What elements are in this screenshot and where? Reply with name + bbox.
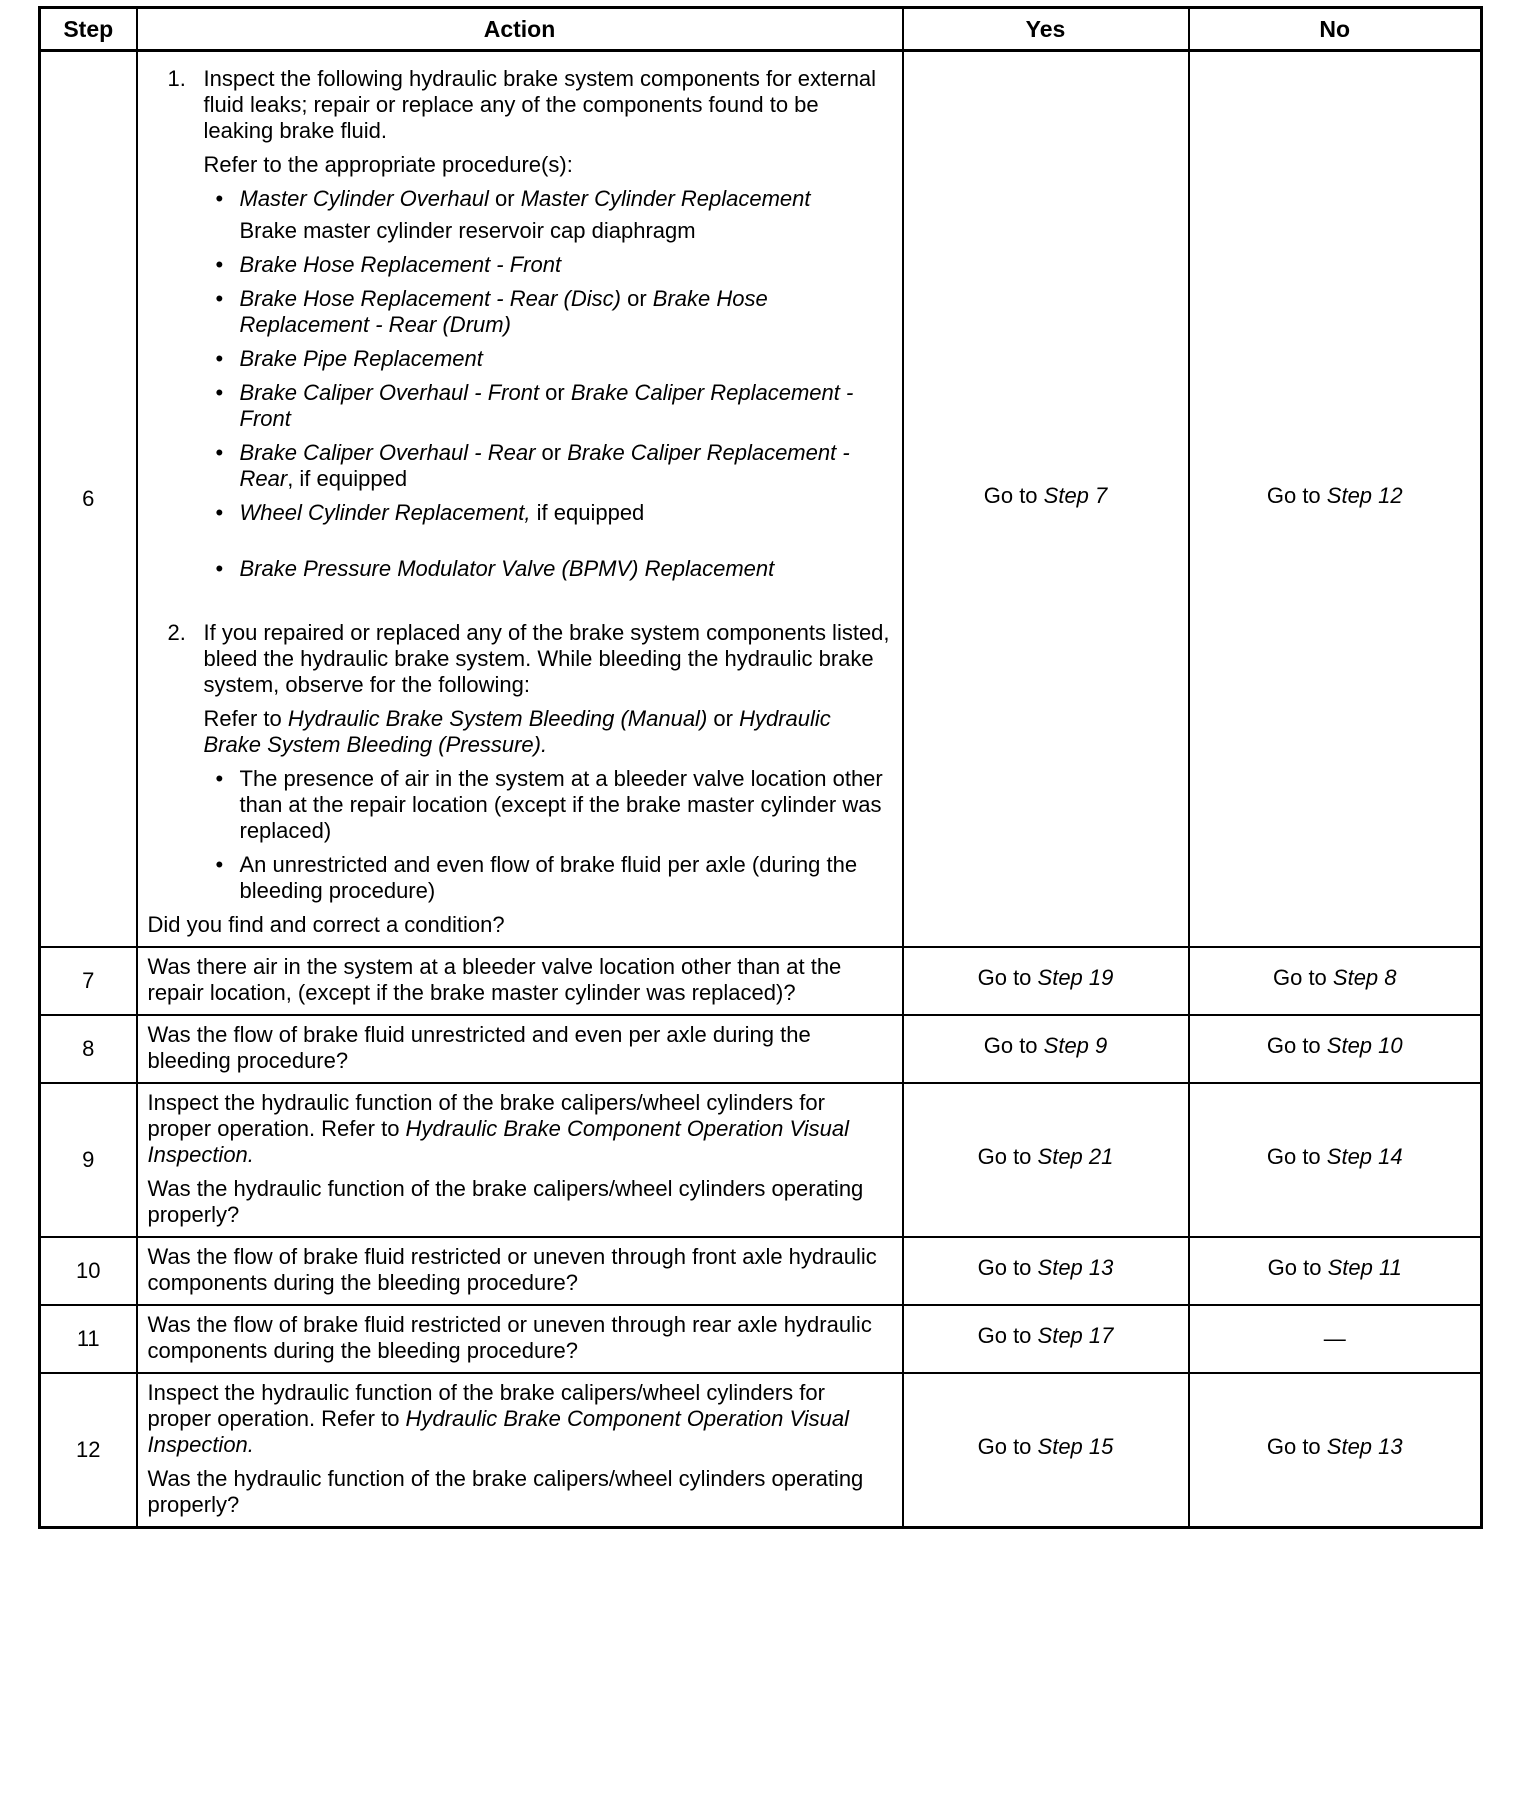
action-cell: [137, 1305, 903, 1373]
list-item: [204, 186, 892, 212]
step-link[interactable]: Step 11: [1327, 1255, 1402, 1280]
spacer: [204, 534, 892, 556]
list-item: [204, 500, 892, 526]
instruction-text: Inspect the hydraulic function of the brake calipers/wheel cylinders for proper operation. Refer to: [147, 1380, 825, 1431]
item-number: 1.: [167, 66, 186, 91]
procedure-link[interactable]: Brake Hose Replacement - Front: [239, 252, 562, 277]
instruction-text: Inspect the hydraulic function of the brake calipers/wheel cylinders for proper operation. Refer to: [147, 1090, 825, 1141]
condition-list: [204, 766, 892, 904]
action-cell: [137, 1237, 903, 1305]
table-row-step-7: [40, 947, 1482, 1015]
yes-cell[interactable]: [903, 51, 1189, 948]
step-question: Did you find and correct a condition?: [147, 912, 505, 937]
procedure-link[interactable]: Brake Caliper Overhaul - Rear: [239, 440, 536, 465]
procedure-link[interactable]: Master Cylinder Replacement: [520, 186, 811, 211]
step-link[interactable]: Step 12: [1326, 483, 1403, 508]
action-item-2: [148, 620, 892, 904]
procedure-link[interactable]: Master Cylinder Overhaul: [239, 186, 489, 211]
go-to-label: Go to: [977, 1255, 1038, 1280]
no-cell-empty: —: [1189, 1305, 1482, 1373]
step-number: 7: [40, 947, 137, 1015]
item-text: Inspect the following hydraulic brake system components for external fluid leaks; repair or replace any of the components found to be leaking brake fluid.: [203, 66, 877, 143]
no-cell[interactable]: [1189, 947, 1482, 1015]
action-item-1: [148, 66, 892, 582]
diagnostic-table-page: [38, 6, 1480, 1529]
procedure-link[interactable]: Brake Caliper Overhaul - Front: [239, 380, 540, 405]
yes-cell[interactable]: [903, 1083, 1189, 1237]
step-number: 10: [40, 1237, 137, 1305]
spacer: [148, 590, 892, 612]
procedure-link[interactable]: Brake Caliper Replacement - Rear: [239, 440, 850, 491]
procedure-link[interactable]: Brake Pipe Replacement: [239, 346, 483, 371]
action-cell: [137, 1373, 903, 1528]
connector-text: or: [539, 380, 571, 405]
column-header-action: Action: [137, 8, 903, 51]
inspect-instruction: [148, 1380, 892, 1458]
step-link[interactable]: Step 13: [1326, 1434, 1403, 1459]
procedure-link[interactable]: Hydraulic Brake System Bleeding (Manual): [287, 706, 708, 731]
step-question: Was the flow of brake fluid restricted or uneven through front axle hydraulic components during the bleeding procedure?: [147, 1244, 877, 1295]
no-cell[interactable]: [1189, 1237, 1482, 1305]
connector-text: or: [488, 186, 521, 211]
item-text: If you repaired or replaced any of the brake system components listed, bleed the hydraulic brake system. While bleeding the hydraulic brake system, observe for the following:: [203, 620, 890, 697]
list-item: • The presence of air in the system at a bleeder valve location other than at the repair location (except if the brake master cylinder was replaced): [204, 766, 892, 844]
go-to-label: Go to: [977, 1434, 1038, 1459]
no-cell[interactable]: [1189, 1373, 1482, 1528]
action-cell: [137, 1015, 903, 1083]
column-header-yes: Yes: [903, 8, 1189, 51]
go-to-label: Go to: [977, 1144, 1038, 1169]
action-cell: [137, 1083, 903, 1237]
step-number: 6: [40, 51, 137, 948]
go-to-label: Go to: [983, 1033, 1044, 1058]
yes-cell[interactable]: [903, 1373, 1189, 1528]
procedure-link[interactable]: Brake Caliper Replacement - Front: [239, 380, 854, 431]
table-row-step-9: [40, 1083, 1482, 1237]
go-to-label: Go to: [977, 1323, 1038, 1348]
list-item: [204, 556, 892, 582]
procedure-link[interactable]: Brake Hose Replacement - Rear (Disc): [239, 286, 621, 311]
step-link[interactable]: Step 17: [1037, 1323, 1114, 1348]
table-row-step-8: [40, 1015, 1482, 1083]
connector-text: or: [535, 440, 568, 465]
go-to-label: Go to: [1272, 965, 1333, 990]
step-number: 11: [40, 1305, 137, 1373]
step-link[interactable]: Step 21: [1037, 1144, 1114, 1169]
procedure-link[interactable]: Hydraulic Brake Component Operation Visual Inspection.: [147, 1116, 850, 1167]
go-to-label: Go to: [1266, 1434, 1327, 1459]
step-question: Was the hydraulic function of the brake calipers/wheel cylinders operating properly?: [147, 1176, 864, 1227]
yes-cell[interactable]: [903, 1305, 1189, 1373]
step-link[interactable]: Step 10: [1326, 1033, 1403, 1058]
item-number: 2.: [167, 620, 186, 645]
refer-text: Refer to the appropriate procedure(s):: [203, 152, 573, 177]
step-question: Was the flow of brake fluid restricted or uneven through rear axle hydraulic components during the bleeding procedure?: [147, 1312, 872, 1363]
step-link[interactable]: Step 9: [1043, 1033, 1108, 1058]
yes-cell[interactable]: [903, 947, 1189, 1015]
step-question: Was there air in the system at a bleeder valve location other than at the repair location, (except if the brake master cylinder was replaced)?: [147, 954, 842, 1005]
procedure-list: [204, 556, 892, 582]
step-question: Was the flow of brake fluid unrestricted and even per axle during the bleeding procedure?: [147, 1022, 811, 1073]
procedure-list: [204, 252, 892, 526]
step-number: 9: [40, 1083, 137, 1237]
table-row-step-10: [40, 1237, 1482, 1305]
no-cell[interactable]: [1189, 51, 1482, 948]
step-link[interactable]: Step 7: [1043, 483, 1108, 508]
list-item: [204, 346, 892, 372]
step-link[interactable]: Step 13: [1037, 1255, 1114, 1280]
go-to-label: Go to: [1266, 1144, 1327, 1169]
list-item: [204, 440, 892, 492]
procedure-link[interactable]: Hydraulic Brake System Bleeding (Pressure).: [203, 706, 831, 757]
action-cell: [137, 947, 903, 1015]
suffix-text: if equipped: [530, 500, 645, 525]
refer-text: [204, 706, 892, 758]
column-header-no: No: [1189, 8, 1482, 51]
table-row-step-12: [40, 1373, 1482, 1528]
step-link[interactable]: Step 8: [1332, 965, 1397, 990]
list-item: [204, 380, 892, 432]
table-row-step-6: [40, 51, 1482, 948]
go-to-label: Go to: [983, 483, 1044, 508]
go-to-label: Go to: [1267, 1255, 1328, 1280]
step-link[interactable]: Step 19: [1037, 965, 1114, 990]
go-to-label: Go to: [977, 965, 1038, 990]
step-link[interactable]: Step 14: [1326, 1144, 1403, 1169]
step-question: Was the hydraulic function of the brake calipers/wheel cylinders operating properly?: [147, 1466, 864, 1517]
go-to-label: Go to: [1266, 1033, 1327, 1058]
suffix-text: , if equipped: [287, 466, 408, 491]
go-to-label: Go to: [1266, 483, 1327, 508]
list-item: [204, 252, 892, 278]
procedure-link[interactable]: Wheel Cylinder Replacement,: [239, 500, 531, 525]
yes-cell[interactable]: [903, 1237, 1189, 1305]
procedure-link[interactable]: Brake Pressure Modulator Valve (BPMV) Replacement: [239, 556, 775, 581]
yes-cell[interactable]: [903, 1015, 1189, 1083]
table-row-step-11: [40, 1305, 1482, 1373]
connector-text: or: [707, 706, 740, 731]
connector-text: or: [620, 286, 653, 311]
procedure-list: [204, 186, 892, 212]
list-item: • An unrestricted and even flow of brake fluid per axle (during the bleeding procedure): [204, 852, 892, 904]
list-note: Brake master cylinder reservoir cap diaphragm: [239, 218, 696, 243]
table-header-row: [40, 8, 1482, 51]
list-item: [204, 286, 892, 338]
procedure-link[interactable]: Brake Hose Replacement - Rear (Drum): [239, 286, 768, 337]
procedure-link[interactable]: Hydraulic Brake Component Operation Visual Inspection.: [147, 1406, 850, 1457]
step-number: 12: [40, 1373, 137, 1528]
refer-prefix: Refer to: [203, 706, 288, 731]
no-cell[interactable]: [1189, 1015, 1482, 1083]
step-link[interactable]: Step 15: [1037, 1434, 1114, 1459]
step-number: 8: [40, 1015, 137, 1083]
action-cell: [137, 51, 903, 948]
diagnostic-table: [38, 6, 1483, 1529]
no-cell[interactable]: [1189, 1083, 1482, 1237]
inspect-instruction: [148, 1090, 892, 1168]
column-header-step: Step: [40, 8, 137, 51]
